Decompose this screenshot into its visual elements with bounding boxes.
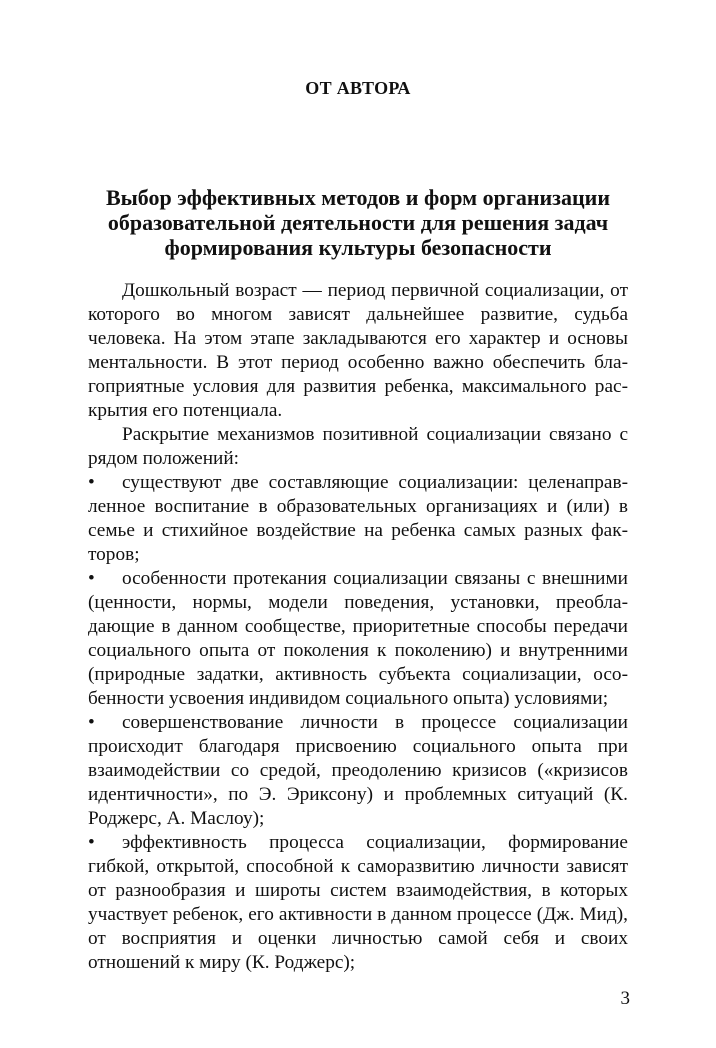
bullet-text: особенности протекания социализации связаны с внешними (ценности, нормы, модели поведения, установки, преобладающие в данном сообществе, приоритетные способы передачи социального опыта от поколения к поколению) и внутренними (природные задатки, активность субъекта социализации, особенности усвоения индивидом социального опыта) условиями; — [88, 568, 628, 709]
bullet-item — [88, 831, 628, 975]
bullet-icon: • — [88, 472, 95, 493]
title-line-1: Выбор эффективных методов и форм организации — [105, 185, 611, 210]
chapter-title — [80, 185, 636, 260]
bullet-icon: • — [88, 568, 95, 589]
section-heading: ОТ АВТОРА — [305, 78, 411, 98]
title-line-2: образовательной деятельности для решения задач — [107, 210, 609, 235]
bullet-icon: • — [88, 712, 95, 733]
body-text — [88, 279, 628, 975]
paragraph-intro: Дошкольный возраст — период первичной социализации, от которого во многом зависят дальнейшее развитие, судьба человека. На этом этапе закладываются его характер и основы ментальности. В этот период особенно важно обеспечить благоприятные условия для развития ребенка, максимального раскрытия его потенциала. — [88, 280, 628, 421]
bullet-item — [88, 471, 628, 567]
bullet-text: совершенствование личности в процессе социализации происходит благодаря присвоению социального опыта при взаимодействии со средой, преодолению кризисов («кризисов идентичности», по Э. Эриксону) и проблемных ситуаций (К. Роджерс, А. Маслоу); — [88, 712, 628, 829]
paragraph-mechanisms: Раскрытие механизмов позитивной социализации связано с рядом положений: — [88, 424, 628, 469]
bullet-text: существуют две составляющие социализации: целенаправленное воспитание в образовательных организациях и (или) в семье и стихийное воздействие на ребенка самых разных факторов; — [88, 472, 628, 565]
title-line-3: формирования культуры безопасности — [164, 235, 552, 260]
bullet-item — [88, 567, 628, 711]
bullet-item — [88, 711, 628, 831]
bullet-text: эффективность процесса социализации, формирование гибкой, открытой, способной к саморазвитию личности зависят от разнообразия и широты систем взаимодействия, в которых участвует ребенок, его активности в данном процессе (Дж. Мид), от восприятия и оценки личностью самой себя и своих отношений к миру (К. Роджерс); — [88, 832, 628, 973]
page-number: 3 — [620, 988, 630, 1009]
bullet-icon: • — [88, 832, 95, 853]
